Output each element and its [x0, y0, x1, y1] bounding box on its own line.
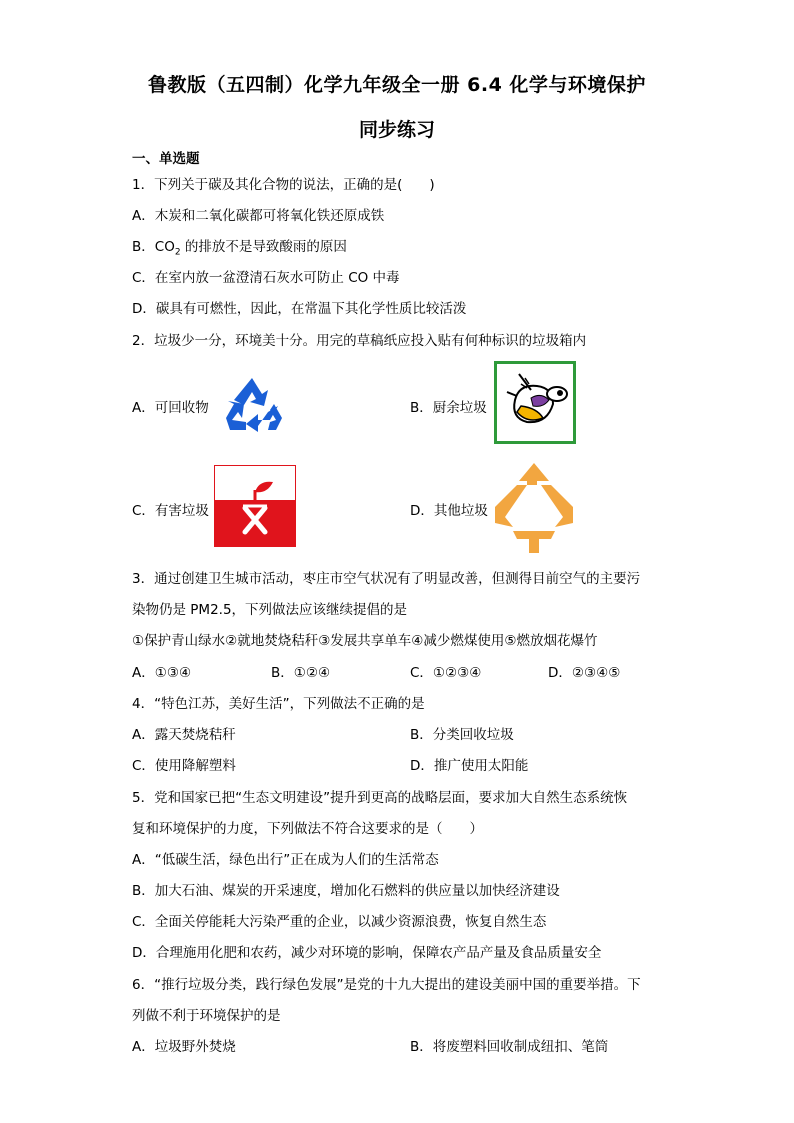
- hazardous-waste-icon: [214, 465, 296, 547]
- q1-option-d: D．碳具有可燃性，因此，在常温下其化学性质比较活泼: [132, 301, 467, 317]
- q2-option-a: A．可回收物: [132, 400, 209, 416]
- recycle-icon: [218, 374, 286, 434]
- q4-option-c: C．使用降解塑料: [132, 758, 236, 774]
- q6-option-b: B．将废塑料回收制成纽扣、笔筒: [410, 1039, 609, 1055]
- q4-stem: 4．“特色江苏，美好生活”，下列做法不正确的是: [132, 696, 425, 712]
- q6-option-a: A．垃圾野外焚烧: [132, 1039, 236, 1055]
- other-waste-icon: [493, 461, 575, 555]
- q2-option-c: C．有害垃圾: [132, 503, 209, 519]
- q2-stem: 2．垃圾少一分，环境美十分。用完的草稿纸应投入贴有何种标识的垃圾箱内: [132, 333, 587, 349]
- q5-option-d: D．合理施用化肥和农药，减少对环境的影响，保障农产品产量及食品质量安全: [132, 945, 602, 961]
- q5-stem-line2: 复和环境保护的力度，下列做法不符合这要求的是（ ）: [132, 821, 483, 837]
- q5-option-c: C．全面关停能耗大污染严重的企业，以减少资源浪费，恢复自然生态: [132, 914, 547, 930]
- q3-items: ①保护青山绿水②就地焚烧秸秆③发展共享单车④减少燃煤使用⑤燃放烟花爆竹: [132, 633, 598, 649]
- q5-option-b: B．加大石油、煤炭的开采速度，增加化石燃料的供应量以加快经济建设: [132, 883, 560, 899]
- q5-stem-line1: 5．党和国家已把“生态文明建设”提升到更高的战略层面，要求加大自然生态系统恢: [132, 790, 628, 806]
- q3-stem-line2: 染物仍是 PM2.5，下列做法应该继续提倡的是: [132, 602, 408, 618]
- kitchen-waste-icon: [494, 361, 576, 444]
- q6-stem-line2: 列做不利于环境保护的是: [132, 1008, 281, 1024]
- q6-stem-line1: 6．“推行垃圾分类，践行绿色发展”是党的十九大提出的建设美丽中国的重要举措。下: [132, 977, 641, 993]
- q1-option-b: B．$CO_2$ 的排放不是导致酸雨的原因: [132, 239, 347, 258]
- q2-option-d: D．其他垃圾: [410, 503, 488, 519]
- q3-stem-line1: 3．通过创建卫生城市活动，枣庄市空气状况有了明显改善，但测得目前空气的主要污: [132, 571, 641, 587]
- q3-option-d: D．②③④⑤: [548, 665, 621, 681]
- section-heading: 一、单选题: [132, 151, 200, 167]
- q1-option-c: C．在室内放一盆澄清石灰水可防止 CO 中毒: [132, 270, 400, 286]
- q3-option-a: A．①③④: [132, 665, 192, 681]
- q5-option-a: A．“低碳生活，绿色出行”正在成为人们的生活常态: [132, 852, 439, 868]
- q4-option-a: A．露天焚烧秸秆: [132, 727, 236, 743]
- document-title: 鲁教版（五四制）化学九年级全一册 6.4 化学与环境保护: [148, 74, 646, 96]
- q4-option-d: D．推广使用太阳能: [410, 758, 529, 774]
- q3-option-c: C．①②③④: [410, 665, 482, 681]
- q2-option-b: B．厨余垃圾: [410, 400, 487, 416]
- q3-option-b: B．①②④: [271, 665, 331, 681]
- q1-stem: 1．下列关于碳及其化合物的说法，正确的是( ): [132, 177, 435, 193]
- q1-option-a: A．木炭和二氧化碳都可将氧化铁还原成铁: [132, 208, 385, 224]
- document-subtitle: 同步练习: [358, 119, 435, 141]
- q4-option-b: B．分类回收垃圾: [410, 727, 514, 743]
